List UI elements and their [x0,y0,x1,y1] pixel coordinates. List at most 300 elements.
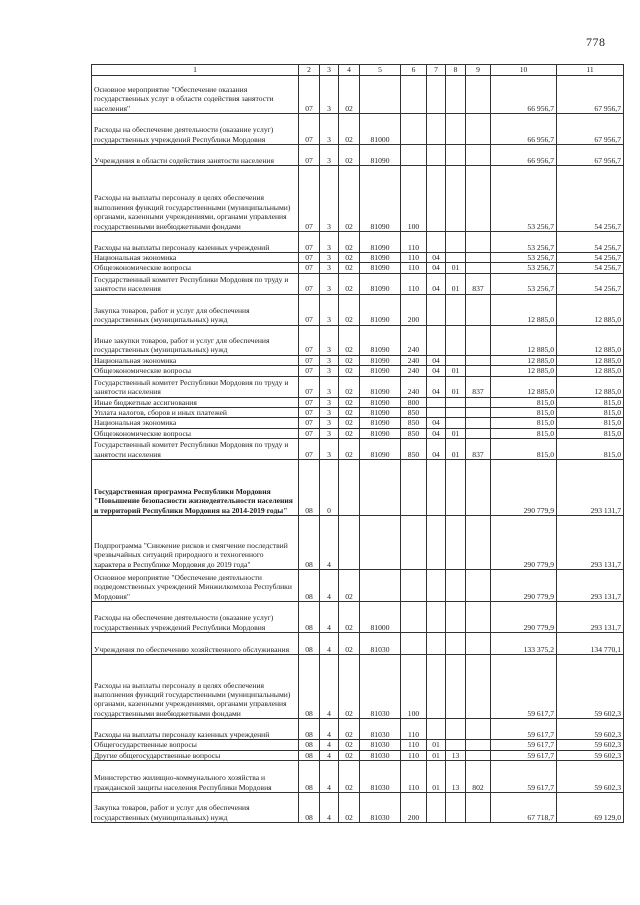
amount-2019-cell: 59 602,3 [557,761,624,793]
direction-code-cell: 81090 [360,263,401,273]
subsection-cell [446,253,466,263]
amount-2019-cell: 54 256,7 [557,232,624,253]
ministry-code-cell [466,633,491,655]
section-cell [427,602,446,633]
amount-2018-cell: 53 256,7 [491,232,557,253]
amount-2018-cell: 66 956,7 [491,145,557,166]
subsection-cell [446,602,466,633]
amount-2019-cell: 815,0 [557,418,624,428]
direction-code-cell: 81090 [360,439,401,460]
amount-2018-cell: 67 718,7 [491,793,557,823]
section-cell [427,793,446,823]
expense-name-cell: Государственный комитет Республики Мордовия по труду и занятости населения [92,376,299,397]
program-code-cell: 08 [299,719,320,740]
subsection-cell [446,740,466,750]
program-code-cell: 08 [299,633,320,655]
expense-name-cell: Расходы на обеспечение деятельности (оказание услуг) государственных учреждений Республики Мордовия [92,114,299,145]
activity-code-cell: 02 [339,761,360,793]
expense-name-cell: Национальная экономика [92,355,299,365]
direction-code-cell: 81090 [360,232,401,253]
program-code-cell: 07 [299,408,320,418]
program-code-cell: 08 [299,460,320,516]
expense-type-cell [401,460,427,516]
column-header: 7 [427,65,446,76]
program-code-cell: 07 [299,376,320,397]
subprogram-code-cell: 3 [320,376,339,397]
subprogram-code-cell: 3 [320,273,339,294]
program-code-cell: 07 [299,418,320,428]
program-code-cell: 07 [299,397,320,407]
subsection-cell: 01 [446,428,466,438]
table-row [92,273,624,294]
ministry-code-cell [466,114,491,145]
amount-2019-cell: 54 256,7 [557,263,624,273]
amount-2018-cell: 815,0 [491,428,557,438]
activity-code-cell: 02 [339,263,360,273]
table-row [92,428,624,438]
program-code-cell: 07 [299,366,320,376]
expense-type-cell [401,114,427,145]
expense-name-cell: Закупка товаров, работ и услуг для обеспечения государственных (муниципальных) нужд [92,793,299,823]
subsection-cell [446,355,466,365]
expense-type-cell [401,145,427,166]
section-cell: 04 [427,439,446,460]
subprogram-code-cell: 3 [320,166,339,232]
program-code-cell: 07 [299,355,320,365]
activity-code-cell: 02 [339,114,360,145]
expense-type-cell: 100 [401,655,427,719]
subprogram-code-cell: 3 [320,253,339,263]
subprogram-code-cell: 3 [320,294,339,325]
amount-2018-cell: 12 885,0 [491,355,557,365]
expense-name-cell: Иные закупки товаров, работ и услуг для обеспечения государственных (муниципальных) нужд [92,325,299,355]
program-code-cell: 08 [299,516,320,570]
activity-code-cell: 02 [339,408,360,418]
program-code-cell: 07 [299,166,320,232]
program-code-cell: 07 [299,439,320,460]
section-cell [427,166,446,232]
section-cell: 01 [427,750,446,760]
amount-2018-cell: 53 256,7 [491,273,557,294]
subprogram-code-cell: 3 [320,397,339,407]
subsection-cell: 01 [446,376,466,397]
amount-2018-cell: 59 617,7 [491,750,557,760]
subsection-cell [446,166,466,232]
expense-type-cell: 110 [401,232,427,253]
ministry-code-cell [466,355,491,365]
subprogram-code-cell: 3 [320,428,339,438]
activity-code-cell: 02 [339,145,360,166]
amount-2019-cell: 293 131,7 [557,460,624,516]
amount-2019-cell: 54 256,7 [557,166,624,232]
ministry-code-cell [466,397,491,407]
amount-2019-cell: 59 602,3 [557,740,624,750]
expense-name-cell: Основное мероприятие "Обеспечение оказания государственных услуг в области содействия занятости населения" [92,76,299,114]
section-cell [427,633,446,655]
amount-2019-cell: 815,0 [557,439,624,460]
direction-code-cell: 81090 [360,418,401,428]
amount-2019-cell: 293 131,7 [557,516,624,570]
subprogram-code-cell: 3 [320,439,339,460]
column-header: 5 [360,65,401,76]
direction-code-cell: 81090 [360,273,401,294]
amount-2019-cell: 293 131,7 [557,602,624,633]
program-code-cell: 08 [299,793,320,823]
expense-type-cell: 240 [401,366,427,376]
ministry-code-cell [466,793,491,823]
table-row [92,76,624,114]
subprogram-code-cell: 3 [320,418,339,428]
section-cell [427,719,446,740]
direction-code-cell: 81090 [360,366,401,376]
activity-code-cell: 02 [339,602,360,633]
section-cell: 01 [427,740,446,750]
amount-2018-cell: 59 617,7 [491,740,557,750]
expense-name-cell: Учреждения по обеспечению хозяйственного обслуживания [92,633,299,655]
program-code-cell: 07 [299,76,320,114]
subsection-cell: 01 [446,366,466,376]
program-code-cell: 08 [299,655,320,719]
direction-code-cell: 81090 [360,355,401,365]
expense-name-cell: Основное мероприятие "Обеспечение деятельности подведомственных учреждений Минжилкомхоза Республики Мордовия" [92,570,299,602]
expense-type-cell: 850 [401,439,427,460]
direction-code-cell [360,76,401,114]
subprogram-code-cell: 4 [320,570,339,602]
ministry-code-cell [466,418,491,428]
subsection-cell [446,325,466,355]
direction-code-cell: 81030 [360,793,401,823]
expense-name-cell: Национальная экономика [92,253,299,263]
table-row [92,602,624,633]
expense-name-cell: Государственная программа Республики Мордовия "Повышение безопасности жизнедеятельности населения и территорий Республики Мордовия на 2014-2019 годы" [92,460,299,516]
amount-2018-cell: 290 779,9 [491,460,557,516]
amount-2019-cell: 67 956,7 [557,76,624,114]
section-cell: 04 [427,376,446,397]
amount-2019-cell: 69 129,0 [557,793,624,823]
program-code-cell: 07 [299,232,320,253]
activity-code-cell: 02 [339,166,360,232]
expense-name-cell: Государственный комитет Республики Мордовия по труду и занятости населения [92,273,299,294]
program-code-cell: 08 [299,602,320,633]
direction-code-cell: 81030 [360,719,401,740]
amount-2018-cell: 59 617,7 [491,655,557,719]
subsection-cell: 13 [446,761,466,793]
amount-2018-cell: 12 885,0 [491,294,557,325]
direction-code-cell: 81090 [360,397,401,407]
ministry-code-cell [466,366,491,376]
subprogram-code-cell: 3 [320,355,339,365]
column-header: 3 [320,65,339,76]
subprogram-code-cell: 3 [320,263,339,273]
activity-code-cell: 02 [339,76,360,114]
expense-type-cell: 240 [401,325,427,355]
subprogram-code-cell: 4 [320,516,339,570]
subsection-cell [446,633,466,655]
subsection-cell: 01 [446,263,466,273]
program-code-cell: 07 [299,294,320,325]
amount-2018-cell: 59 617,7 [491,761,557,793]
expense-name-cell: Национальная экономика [92,418,299,428]
amount-2019-cell: 59 602,3 [557,750,624,760]
amount-2019-cell: 12 885,0 [557,376,624,397]
column-header: 8 [446,65,466,76]
activity-code-cell [339,516,360,570]
activity-code-cell: 02 [339,428,360,438]
ministry-code-cell [466,253,491,263]
activity-code-cell [339,460,360,516]
amount-2018-cell: 815,0 [491,408,557,418]
amount-2019-cell: 12 885,0 [557,294,624,325]
table-row [92,460,624,516]
program-code-cell: 07 [299,114,320,145]
program-code-cell: 08 [299,750,320,760]
ministry-code-cell [466,325,491,355]
subsection-cell: 01 [446,273,466,294]
table-row [92,750,624,760]
activity-code-cell: 02 [339,355,360,365]
expense-type-cell: 110 [401,253,427,263]
expense-name-cell: Общеэкономические вопросы [92,263,299,273]
subprogram-code-cell: 4 [320,793,339,823]
table-row [92,376,624,397]
expense-name-cell: Общеэкономические вопросы [92,428,299,438]
program-code-cell: 07 [299,145,320,166]
direction-code-cell: 81090 [360,294,401,325]
table-row [92,655,624,719]
expense-name-cell: Уплата налогов, сборов и иных платежей [92,408,299,418]
expense-type-cell: 800 [401,397,427,407]
amount-2019-cell: 12 885,0 [557,355,624,365]
subsection-cell: 01 [446,439,466,460]
amount-2018-cell: 66 956,7 [491,76,557,114]
expense-name-cell: Расходы на выплаты персоналу в целях обеспечения выполнения функций государственными (муниципальными) органами, казенными учреждениями, органами управления государственными внебюджетными фондами [92,166,299,232]
subsection-cell: 13 [446,750,466,760]
activity-code-cell: 02 [339,740,360,750]
table-row [92,793,624,823]
program-code-cell: 07 [299,325,320,355]
table-row [92,740,624,750]
activity-code-cell: 02 [339,294,360,325]
section-cell [427,397,446,407]
subsection-cell [446,719,466,740]
activity-code-cell: 02 [339,719,360,740]
expense-type-cell: 100 [401,166,427,232]
amount-2019-cell: 59 602,3 [557,719,624,740]
ministry-code-cell [466,294,491,325]
expense-name-cell: Другие общегосударственные вопросы [92,750,299,760]
section-cell: 04 [427,366,446,376]
amount-2018-cell: 815,0 [491,397,557,407]
amount-2018-cell: 815,0 [491,418,557,428]
subsection-cell [446,114,466,145]
ministry-code-cell [466,263,491,273]
table-row [92,439,624,460]
subprogram-code-cell: 4 [320,602,339,633]
expense-name-cell: Министерство жилищно-коммунального хозяйства и гражданской защиты населения Республики Мордовия [92,761,299,793]
subsection-cell [446,294,466,325]
ministry-code-cell [466,750,491,760]
subsection-cell [446,397,466,407]
subprogram-code-cell: 3 [320,232,339,253]
amount-2018-cell: 133 375,2 [491,633,557,655]
subprogram-code-cell: 0 [320,460,339,516]
subprogram-code-cell: 4 [320,633,339,655]
amount-2019-cell: 815,0 [557,408,624,418]
subsection-cell [446,145,466,166]
table-row [92,253,624,263]
amount-2019-cell: 134 770,1 [557,633,624,655]
subprogram-code-cell: 3 [320,114,339,145]
section-cell [427,570,446,602]
direction-code-cell: 81030 [360,633,401,655]
amount-2018-cell: 12 885,0 [491,366,557,376]
direction-code-cell: 81000 [360,114,401,145]
expense-type-cell [401,602,427,633]
expense-type-cell: 240 [401,376,427,397]
amount-2019-cell: 293 131,7 [557,570,624,602]
subprogram-code-cell: 4 [320,740,339,750]
amount-2019-cell: 12 885,0 [557,366,624,376]
ministry-code-cell [466,460,491,516]
subsection-cell [446,76,466,114]
direction-code-cell: 81030 [360,740,401,750]
table-row [92,114,624,145]
expense-name-cell: Учреждения в области содействия занятости населения [92,145,299,166]
table-row [92,366,624,376]
section-cell [427,516,446,570]
activity-code-cell: 02 [339,232,360,253]
activity-code-cell: 02 [339,793,360,823]
section-cell [427,232,446,253]
table-row [92,761,624,793]
table-row [92,355,624,365]
subprogram-code-cell: 4 [320,655,339,719]
expense-type-cell [401,76,427,114]
amount-2018-cell: 290 779,9 [491,570,557,602]
direction-code-cell: 81090 [360,428,401,438]
section-cell: 04 [427,428,446,438]
direction-code-cell: 81090 [360,145,401,166]
activity-code-cell: 02 [339,376,360,397]
section-cell [427,76,446,114]
amount-2018-cell: 66 956,7 [491,114,557,145]
expense-type-cell: 850 [401,418,427,428]
table-row [92,145,624,166]
ministry-code-cell [466,145,491,166]
ministry-code-cell: 837 [466,376,491,397]
section-cell [427,460,446,516]
table-row [92,570,624,602]
section-cell: 04 [427,273,446,294]
expense-name-cell: Расходы на выплаты персоналу казенных учреждений [92,232,299,253]
amount-2018-cell: 815,0 [491,439,557,460]
expense-type-cell: 110 [401,719,427,740]
expense-name-cell: Расходы на выплаты персоналу казенных учреждений [92,719,299,740]
section-cell [427,655,446,719]
amount-2019-cell: 815,0 [557,428,624,438]
table-row [92,633,624,655]
table-row [92,325,624,355]
activity-code-cell: 02 [339,439,360,460]
column-header: 11 [557,65,624,76]
program-code-cell: 07 [299,428,320,438]
expense-type-cell: 200 [401,793,427,823]
subsection-cell [446,408,466,418]
section-cell [427,114,446,145]
direction-code-cell [360,570,401,602]
ministry-code-cell [466,428,491,438]
table-row [92,408,624,418]
expense-type-cell: 850 [401,408,427,418]
ministry-code-cell [466,740,491,750]
section-cell: 04 [427,263,446,273]
direction-code-cell: 81000 [360,602,401,633]
program-code-cell: 08 [299,570,320,602]
expense-name-cell: Расходы на выплаты персоналу в целях обеспечения выполнения функций государственными (муниципальными) органами, казенными учреждениями, органами управления государственными внебюджетными фондами [92,655,299,719]
ministry-code-cell: 802 [466,761,491,793]
subsection-cell [446,460,466,516]
ministry-code-cell: 837 [466,273,491,294]
activity-code-cell: 02 [339,325,360,355]
program-code-cell: 07 [299,253,320,263]
direction-code-cell: 81030 [360,761,401,793]
section-cell: 01 [427,761,446,793]
expense-type-cell [401,633,427,655]
ministry-code-cell [466,655,491,719]
expense-type-cell: 110 [401,273,427,294]
activity-code-cell: 02 [339,418,360,428]
page-number: 778 [586,35,606,49]
direction-code-cell: 81030 [360,750,401,760]
expense-name-cell: Общеэкономические вопросы [92,366,299,376]
ministry-code-cell [466,408,491,418]
activity-code-cell: 02 [339,570,360,602]
column-header: 10 [491,65,557,76]
expense-type-cell: 110 [401,750,427,760]
expense-type-cell [401,516,427,570]
section-cell [427,145,446,166]
expense-name-cell: Иные бюджетные ассигнования [92,397,299,407]
expense-type-cell: 110 [401,263,427,273]
activity-code-cell: 02 [339,366,360,376]
subsection-cell [446,793,466,823]
amount-2018-cell: 59 617,7 [491,719,557,740]
table-row [92,719,624,740]
direction-code-cell: 81090 [360,325,401,355]
table-row [92,294,624,325]
ministry-code-cell [466,719,491,740]
expense-type-cell [401,570,427,602]
section-cell: 04 [427,418,446,428]
expense-name-cell: Общегосударственные вопросы [92,740,299,750]
table-row [92,166,624,232]
ministry-code-cell [466,232,491,253]
amount-2019-cell: 12 885,0 [557,325,624,355]
subprogram-code-cell: 3 [320,145,339,166]
amount-2019-cell: 59 602,3 [557,655,624,719]
program-code-cell: 07 [299,263,320,273]
column-header: 1 [92,65,299,76]
expense-type-cell: 200 [401,294,427,325]
table-row [92,418,624,428]
amount-2019-cell: 67 956,7 [557,145,624,166]
subsection-cell [446,232,466,253]
program-code-cell: 08 [299,740,320,750]
amount-2018-cell: 290 779,9 [491,516,557,570]
subprogram-code-cell: 4 [320,750,339,760]
subsection-cell [446,655,466,719]
amount-2018-cell: 290 779,9 [491,602,557,633]
